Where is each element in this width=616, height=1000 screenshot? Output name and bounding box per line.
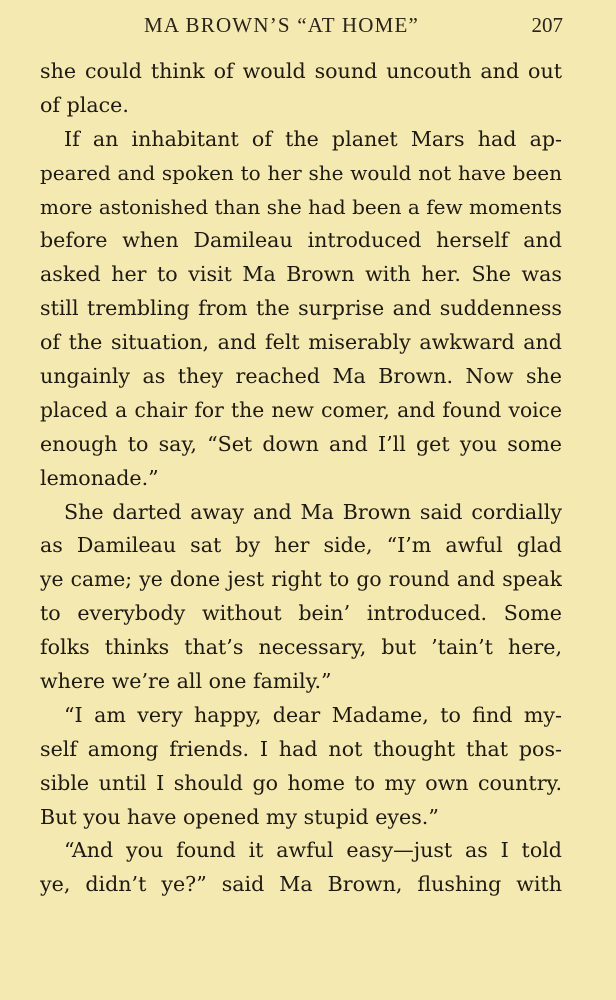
text-line: where we’re all one family.”	[40, 669, 332, 694]
text-line: folks thinks that’s necessary, but ’tain’t here,	[40, 635, 562, 660]
page-number: 207	[531, 13, 563, 37]
text-line: sible until I should go home to my own country.	[40, 770, 562, 795]
text-line: ungainly as they reached Ma Brown. Now she	[40, 364, 562, 389]
text-line: But you have opened my stupid eyes.”	[40, 804, 439, 829]
text-line: as Damileau sat by her side, “I’m awful glad	[40, 533, 562, 558]
text-line: peared and spoken to her she would not have been	[40, 160, 562, 185]
text-line: “And you found it awful easy—just as I told	[64, 838, 562, 863]
text-line: to everybody without bein’ introduced. Some	[40, 601, 562, 626]
text-line: If an inhabitant of the planet Mars had ap-	[64, 126, 562, 151]
text-line: still trembling from the surprise and suddenness	[40, 296, 562, 321]
text-line: ye came; ye done jest right to go round and speak	[40, 567, 562, 592]
body-text	[40, 55, 562, 902]
text-line: more astonished than she had been a few moments	[40, 194, 562, 219]
text-line: she could think of would sound uncouth and out	[40, 59, 562, 83]
page-header	[40, 13, 563, 43]
text-line: She darted away and Ma Brown said cordially	[64, 499, 562, 524]
text-line: placed a chair for the new comer, and found voice	[40, 397, 562, 422]
text-line: self among friends. I had not thought that pos-	[40, 736, 562, 761]
running-head: MA BROWN’S “AT HOME”	[144, 13, 420, 37]
text-line: before when Damileau introduced herself and	[40, 228, 562, 253]
text-line: of place.	[40, 92, 129, 117]
text-line: asked her to visit Ma Brown with her. She was	[40, 262, 562, 287]
text-line: enough to say, “Set down and I’ll get you some	[40, 431, 562, 456]
text-line: ye, didn’t ye?” said Ma Brown, flushing with	[40, 872, 562, 897]
text-line: “I am very happy, dear Madame, to find my-	[64, 702, 562, 727]
text-line: of the situation, and felt miserably awkward and	[40, 330, 562, 355]
text-line: lemonade.”	[40, 465, 159, 490]
